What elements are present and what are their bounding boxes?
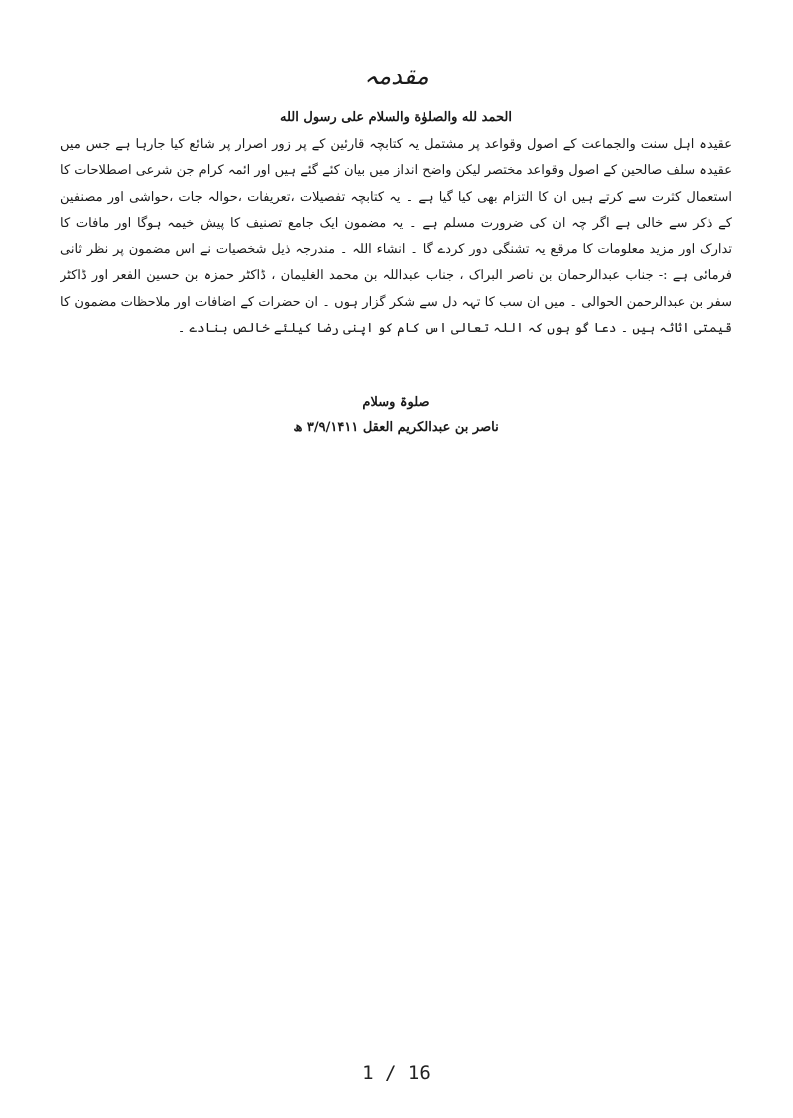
- salutation-line: صلوۃ وسلام: [362, 395, 430, 410]
- author-signature: ناصر بن عبدالکریم العقل ۳/۹/۱۴۱۱ ھ: [293, 420, 499, 435]
- paragraph-line: عقیدہ اہل سنت والجماعت کے اصول وقواعد پر مشتمل یہ کتابچہ قارئین کے پر زور اصرار پر شائع کیا جارہا ہے جس میں: [60, 137, 732, 152]
- invocation-line: الحمد لله والصلوٰة والسلام علی رسول الله: [280, 110, 512, 125]
- paragraph-line: قیمتی اثاثہ ہیں ۔ دعا گو ہوں کہ اللہ تعالی اس کام کو اپنی رضا کیلئے خالص بنادے ۔: [177, 321, 732, 337]
- paragraph-body: [60, 132, 732, 342]
- page-indicator: 1 / 16: [362, 1062, 431, 1084]
- paragraph-line: تدارک اور مزید معلومات کا مرقع یہ تشنگی دور کردے گا ۔ انشاء اللہ ۔ مندرجہ ذیل شخصیات نے اس مضمون پر نظر ثانی: [60, 242, 732, 258]
- paragraph-line: عقیدہ سلف صالحین کے اصول وقواعد مختصر لیکن واضح انداز میں بیان کئے گئے ہیں اور ائمہ کرام جن شرعی اصطلاحات کا: [60, 163, 732, 179]
- paragraph-line: استعمال کثرت سے کرتے ہیں ان کا التزام بھی کیا گیا ہے ۔ یہ کتابچہ تفصیلات ،تعریفات ،حوالہ جات ،حواشی اور مصنفین: [60, 189, 732, 205]
- paragraph-line: فرمائی ہے :- جناب عبدالرحمان بن ناصر البراک ، جناب عبداللہ بن محمد الغلیمان ، ڈاکٹر حمزہ بن حسین الفعر اور ڈاکٹر: [60, 268, 732, 284]
- paragraph-line: کے ذکر سے خالی ہے اگر چہ ان کی ضرورت مسلم ہے ۔ یہ مضمون ایک جامع تصنیف کا پیش خیمہ ہوگا اور مافات کا: [60, 215, 732, 231]
- page-heading: مقدمہ: [364, 62, 429, 90]
- paragraph-line: سفر بن عبدالرحمن الحوالی ۔ میں ان سب کا تہہ دل سے شکر گزار ہوں ۔ ان حضرات کے اضافات اور ملاحظات مضمون کا: [60, 294, 732, 310]
